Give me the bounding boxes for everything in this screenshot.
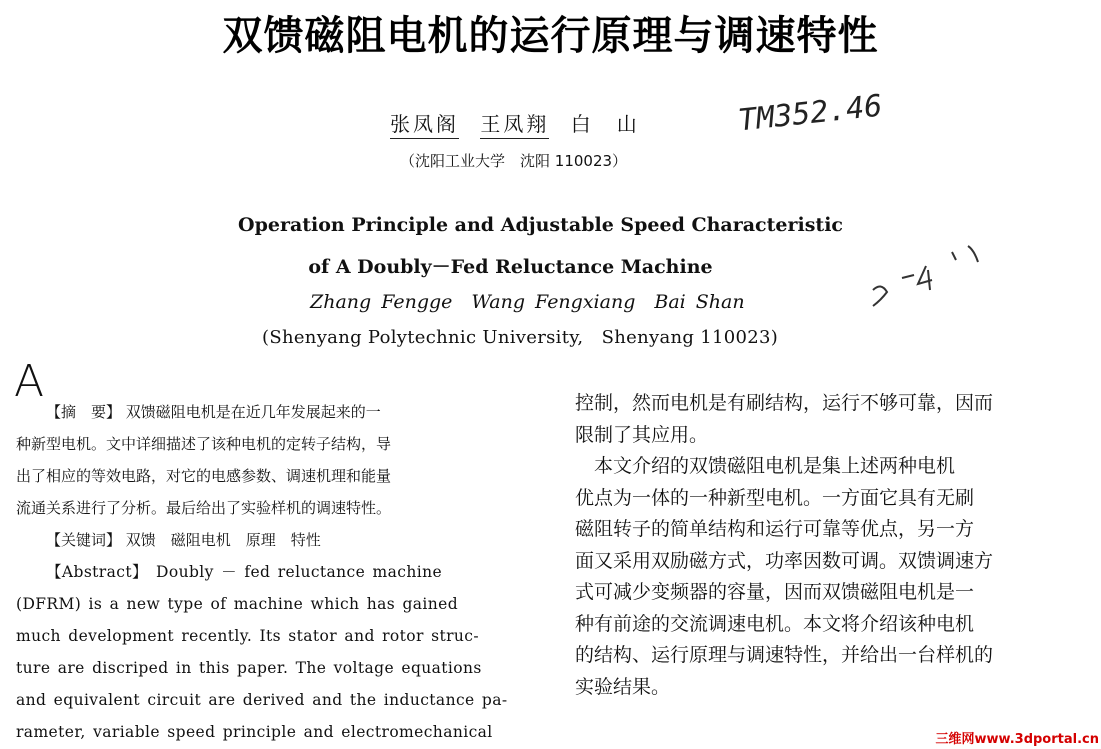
author-cn-2: 王凤翔	[480, 108, 549, 139]
keywords-cn: 【关键词】 双馈 磁阻电机 原理 特性	[46, 531, 321, 549]
abstract-cn-line: 种新型电机。文中详细描述了该种电机的定转子结构，导	[16, 435, 392, 453]
title-chinese: 双馈磁阻电机的运行原理与调速特性	[222, 13, 879, 59]
body-line: 面又采用双励磁方式，功率因数可调。双馈调速方	[575, 549, 994, 572]
authors-english: Zhang Fengge Wang Fengxiang Bai Shan	[310, 291, 745, 313]
abstract-en-line: ture are discriped in this paper. The voltage equations	[16, 659, 482, 677]
abstract-cn-line: 流通关系进行了分析。最后给出了实验样机的调速特性。	[16, 499, 392, 517]
title-english-line-2: of A Doubly－Fed Reluctance Machine	[308, 256, 713, 278]
author-cn-1: 张凤阁	[390, 108, 459, 139]
body-line: 实验结果。	[575, 675, 671, 698]
body-line: 限制了其应用。	[575, 423, 709, 446]
abstract-en-line: and equivalent circuit are derived and the inductance pa-	[16, 691, 508, 709]
body-line: 本文介绍的双馈磁阻电机是集上述两种电机	[575, 455, 956, 477]
abstract-cn-line: 出了相应的等效电路，对它的电感参数、调速机理和能量	[16, 467, 392, 485]
affiliation-chinese: （沈阳工业大学 沈阳 110023）	[400, 152, 628, 170]
abstract-cn-line: 【摘 要】 双馈磁阻电机是在近几年发展起来的一	[46, 403, 381, 421]
handwritten-classification-code: TM352.46	[736, 88, 884, 139]
body-line: 优点为一体的一种新型电机。一方面它具有无刷	[575, 486, 975, 509]
handwritten-scribble-icon	[868, 238, 998, 318]
watermark: 三维网www.3dportal.cn	[935, 732, 1099, 747]
body-line: 控制，然而电机是有刷结构，运行不够可靠，因而	[575, 392, 994, 414]
body-line: 种有前途的交流调速电机。本文将介绍该种电机	[575, 612, 975, 635]
affiliation-english: (Shenyang Polytechnic University, Shenyang 110023)	[262, 327, 779, 348]
abstract-en-line: rameter, variable speed principle and electromechanical	[16, 723, 493, 741]
handwritten-margin-mark: A	[14, 356, 45, 407]
right-column	[575, 388, 1075, 703]
abstract-en-line: much development recently. Its stator and rotor struc-	[16, 627, 480, 645]
body-line: 的结构、运行原理与调速特性，并给出一台样机的	[575, 644, 994, 666]
body-line: 磁阻转子的简单结构和运行可靠等优点，另一方	[575, 518, 975, 540]
authors-chinese	[390, 108, 652, 139]
body-line: 式可减少变频器的容量，因而双馈磁阻电机是一	[575, 581, 975, 603]
abstract-en-line: 【Abstract】 Doubly － fed reluctance machine	[46, 563, 443, 581]
title-english-line-1: Operation Principle and Adjustable Speed Characteristic	[238, 214, 843, 236]
left-column	[16, 396, 508, 748]
author-cn-3: 白 山	[570, 112, 640, 136]
abstract-en-line: (DFRM) is a new type of machine which has gained	[16, 595, 459, 613]
